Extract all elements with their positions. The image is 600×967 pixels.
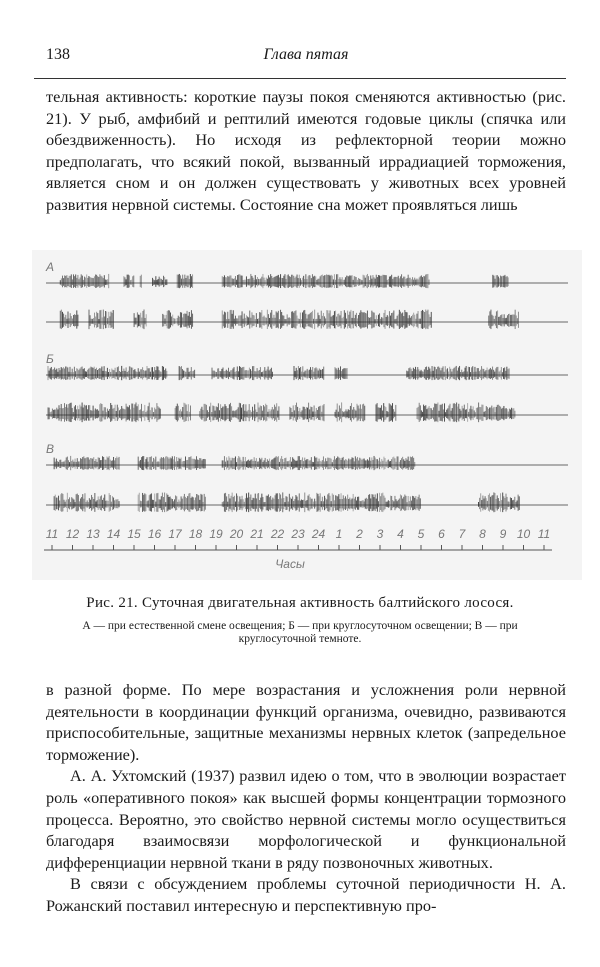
hour-tick-label: 14 bbox=[106, 527, 121, 541]
paragraph: тельная активность: короткие паузы покоя сменяются активностью (рис. 21). У рыб, амфибий и рептилий имеются годовые циклы (спячка или обездвиженность). Но исходя из рефлекторной теории можно предполагать, что всякий покой, вызванный иррадиацией торможения, является сном и он должен существовать у животных всех уровней развития нервной системы. Состояние сна может проявляться лишь bbox=[46, 87, 566, 214]
body-text-top bbox=[46, 86, 566, 216]
hour-tick-label: 2 bbox=[356, 527, 363, 541]
activity-bursts-track-5 bbox=[54, 492, 519, 512]
paragraph: В связи с обсуждением проблемы суточной периодичности Н. А. Рожанский поставил интересную и перспективную про- bbox=[46, 874, 566, 915]
paragraph: А. А. Ухтомский (1937) развил идею о том, что в эволюции возрастает роль «оперативного покоя» как высшей формы концентрации тормозного процесса. Вероятно, это свойство нервной системы могло осуществиться благодаря взаимосвязи морфологической и функциональной дифференциации нервной ткани в ряду позвоночных животных. bbox=[46, 766, 566, 872]
hour-tick-label: 3 bbox=[376, 527, 384, 541]
hour-tick-label: 12 bbox=[65, 527, 80, 541]
hour-tick-label: 10 bbox=[516, 527, 531, 541]
hour-tick-label: 5 bbox=[417, 527, 425, 541]
hour-tick-label: 16 bbox=[147, 527, 162, 541]
hour-tick-label: 23 bbox=[291, 527, 305, 541]
track-label: В bbox=[46, 442, 55, 456]
figure-caption: Рис. 21. Суточная двигательная активность балтийского лосося. bbox=[86, 595, 514, 611]
hour-tick-label: 11 bbox=[537, 527, 551, 541]
activity-chart bbox=[32, 250, 582, 580]
activity-bursts-track-0 bbox=[60, 274, 508, 288]
hour-tick-label: 11 bbox=[45, 527, 59, 541]
page-number: 138 bbox=[46, 46, 70, 63]
header-rule bbox=[34, 78, 566, 79]
activity-bursts-track-2 bbox=[48, 366, 509, 380]
hour-tick-label: 1 bbox=[335, 527, 343, 541]
hour-tick-label: 19 bbox=[209, 527, 223, 541]
activity-bursts-track-1 bbox=[60, 309, 518, 329]
page-header bbox=[46, 46, 566, 66]
running-head: Глава пятая bbox=[263, 46, 349, 63]
axis-label: Часы bbox=[275, 557, 305, 571]
hour-tick-label: 6 bbox=[438, 527, 445, 541]
activity-bursts-track-4 bbox=[54, 456, 415, 470]
hour-tick-label: 15 bbox=[127, 527, 141, 541]
hour-tick-label: 13 bbox=[86, 527, 100, 541]
hour-tick-label: 20 bbox=[229, 527, 244, 541]
hour-tick-label: 7 bbox=[458, 527, 466, 541]
hour-tick-label: 8 bbox=[479, 527, 486, 541]
hour-tick-label: 18 bbox=[188, 527, 203, 541]
hour-tick-label: 21 bbox=[250, 527, 264, 541]
track-label: Б bbox=[46, 352, 54, 366]
figure-activity-recording bbox=[32, 250, 582, 580]
body-text-bottom bbox=[46, 679, 566, 917]
hour-tick-label: 24 bbox=[311, 527, 326, 541]
paragraph: в разной форме. По мере возрастания и усложнения роли нервной деятельности в координации функций организма, очевидно, развиваются приспособительные, защитные механизмы нервных клеток (запредельное торможение). bbox=[46, 680, 566, 764]
hour-tick-label: 4 bbox=[397, 527, 404, 541]
hour-tick-label: 22 bbox=[270, 527, 285, 541]
hour-tick-label: 9 bbox=[499, 527, 507, 541]
activity-bursts-track-3 bbox=[48, 402, 515, 422]
track-label: А bbox=[46, 260, 55, 274]
hour-tick-label: 17 bbox=[168, 527, 182, 541]
figure-legend: А — при естественной смене освещения; Б — при круглосуточном освещении; В — при круглосуточной темноте. bbox=[82, 620, 518, 645]
